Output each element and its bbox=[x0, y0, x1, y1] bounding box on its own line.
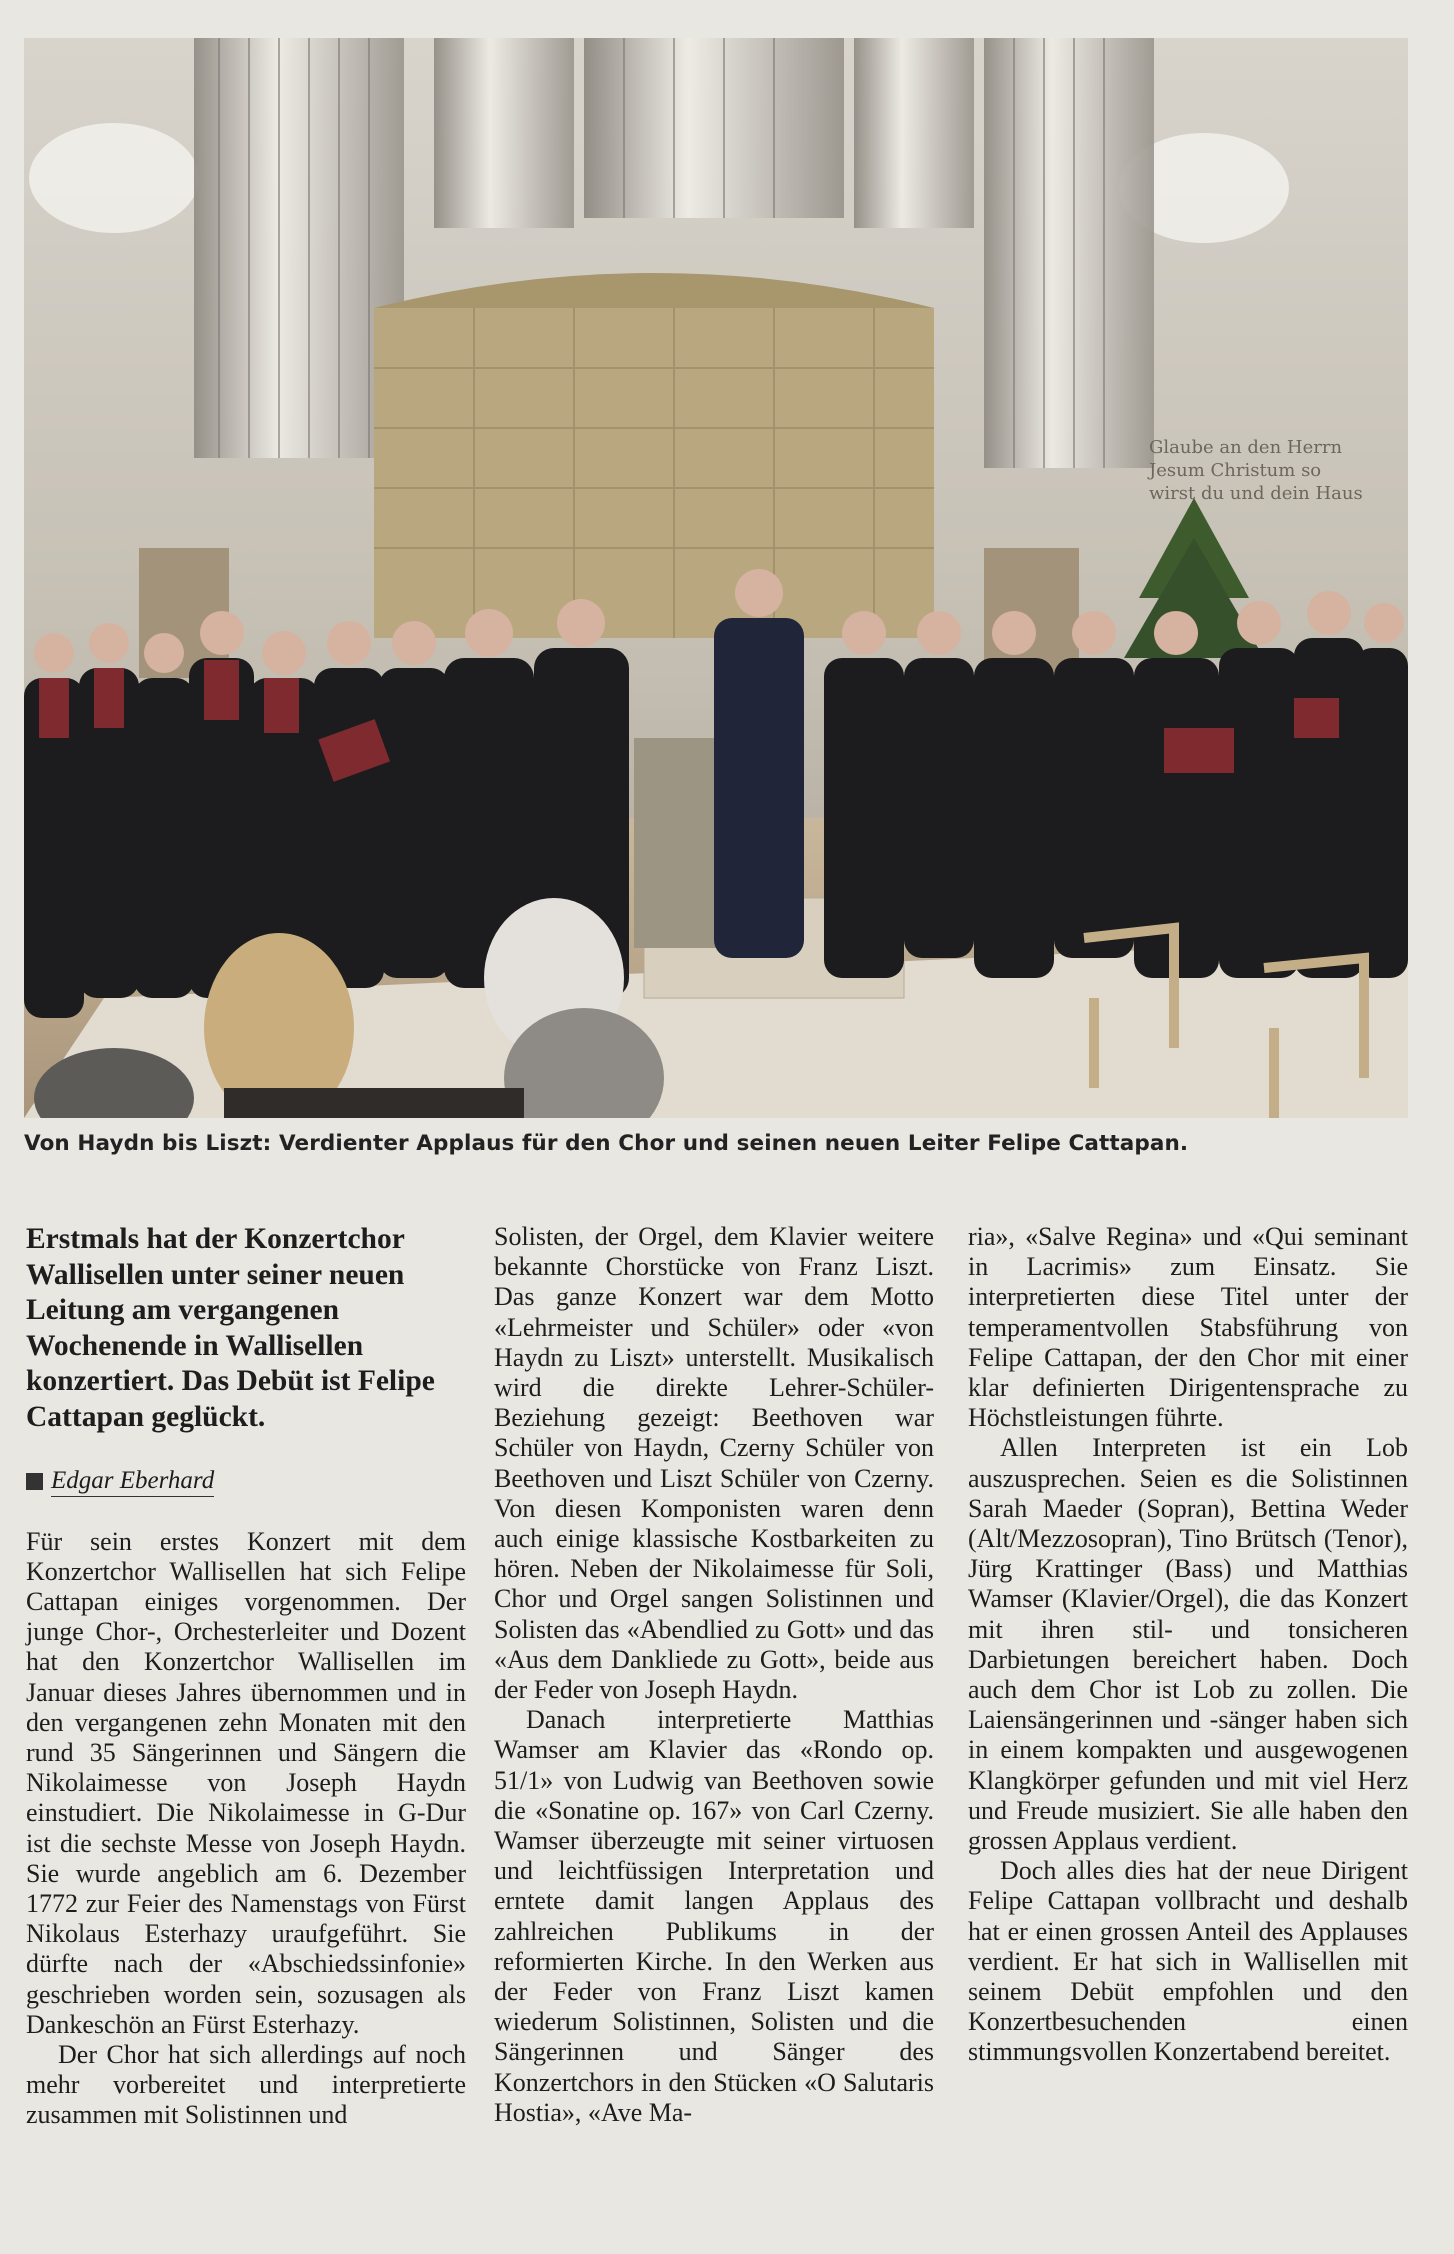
paragraph: Danach interpretierte Matthias Wamser am Klavier das «Rondo op. 51/1» von Ludwig van Beethoven sowie die «Sonatine op. 167» von Carl Czerny. Wamser überzeugte mit seiner virtuosen und leichtfüssigen Interpretation und erntete damit langen Applaus des zahlreichen Publikums in der reformierten Kirche. In den Werken aus der Feder von Franz Liszt kamen wiederum Solistinnen, Solisten und die Sängerinnen und Sänger des Konzertchors in den Stücken «O Salutaris Hostia», «Ave Ma- bbox=[494, 1705, 934, 2127]
paragraph: Der Chor hat sich allerdings auf noch mehr vorbereitet und interpretierte zusammen mit Solistinnen und bbox=[26, 2040, 466, 2130]
wall-inscription: Glaube an den Herrn bbox=[1149, 437, 1343, 458]
article-column-2 bbox=[494, 1222, 934, 2128]
paragraph: Doch alles dies hat der neue Dirigent Felipe Cattapan vollbracht und deshalb hat er einen grossen Anteil des Applauses verdient. Er hat sich in Wallisellen mit seinem Debüt empfohlen und den Konzertbesuchenden einen stimmungsvollen Konzertabend bereitet. bbox=[968, 1856, 1408, 2067]
mosaic-wall bbox=[374, 308, 934, 638]
article-column-3 bbox=[968, 1222, 1408, 2068]
author-byline bbox=[26, 1466, 466, 1497]
author-name: Edgar Eberhard bbox=[51, 1466, 214, 1497]
paragraph: ria», «Salve Regina» und «Qui seminant in Lacrimis» zum Einsatz. Sie interpretierten diese Titel unter der temperamentvollen Stabsführung von Felipe Cattapan, der den Chor mit einer klar definierten Dirigentensprache zu Höchstleistungen führte. bbox=[968, 1222, 1408, 1433]
church-choir-illustration bbox=[24, 38, 1408, 1118]
paragraph: Für sein erstes Konzert mit dem Konzertchor Wallisellen hat sich Felipe Cattapan einiges vorgenommen. Der junge Chor-, Orchesterleiter und Dozent hat den Konzertchor Wallisellen im Januar dieses Jahres übernommen und in den vergangenen zehn Monaten mit den rund 35 Sängerinnen und Sängern die Nikolaimesse von Joseph Haydn einstudiert. Die Nikolaimesse in G-Dur ist die sechste Messe von Joseph Haydn. Sie wurde angeblich am 6. Dezember 1772 zur Feier des Namenstags von Fürst Nikolaus Esterhazy uraufgeführt. Sie dürfte nach der «Abschiedssinfonie» geschrieben worden sein, sozusagen als Dankeschön an Fürst Esterhazy. bbox=[26, 1526, 466, 2039]
concert-photo bbox=[24, 38, 1408, 1118]
article-lead: Erstmals hat der Konzertchor Wallisellen unter seiner neuen Leitung am vergangenen Wochenende in Wallisellen konzertiert. Das Debüt ist Felipe Cattapan geglückt. bbox=[26, 1223, 435, 1433]
article-column-1 bbox=[26, 1222, 466, 2131]
photo-caption: Von Haydn bis Liszt: Verdienter Applaus für den Chor und seinen neuen Leiter Felipe Cattapan. bbox=[24, 1131, 1189, 1156]
svg-text:Jesum Christum so: Jesum Christum so bbox=[1149, 460, 1322, 481]
paragraph: Allen Interpreten ist ein Lob auszusprechen. Seien es die Solistinnen Sarah Maeder (Sopran), Bettina Weder (Alt/Mezzosopran), Tino Brütsch (Tenor), Jürg Krattinger (Bass) und Matthias Wamser (Klavier/Orgel), die das Konzert mit ihren stil- und tonsicheren Darbietungen bereichert haben. Doch auch dem Chor ist Lob zu zollen. Die Laiensängerinnen und -sänger haben sich in einem kompakten und ausgewogenen Klangkörper gefunden und mit viel Herz und Freude musiziert. Sie alle haben den grossen Applaus verdient. bbox=[968, 1433, 1408, 1856]
bleed-through-text bbox=[700, 1172, 706, 1196]
paragraph: Solisten, der Orgel, dem Klavier weitere bekannte Chorstücke von Franz Liszt. Das ganze Konzert war dem Motto «Lehrmeister und Schüler» oder «von Haydn zu Liszt» unterstellt. Musikalisch wird die direkte Lehrer-Schüler-Beziehung gezeigt: Beethoven war Schüler von Haydn, Czerny Schüler von Beethoven und Liszt Schüler von Czerny. Von diesen Komponisten waren denn auch einige klassische Kostbarkeiten zu hören. Neben der Nikolaimesse für Soli, Chor und Orgel sangen Solistinnen und Solisten das «Abendlied zu Gott» und das «Aus dem Dankliede zu Gott», beide aus der Feder von Joseph Haydn. bbox=[494, 1222, 934, 1705]
svg-text:wirst du und dein Haus: wirst du und dein Haus bbox=[1149, 483, 1363, 504]
byline-square-icon bbox=[26, 1473, 43, 1490]
